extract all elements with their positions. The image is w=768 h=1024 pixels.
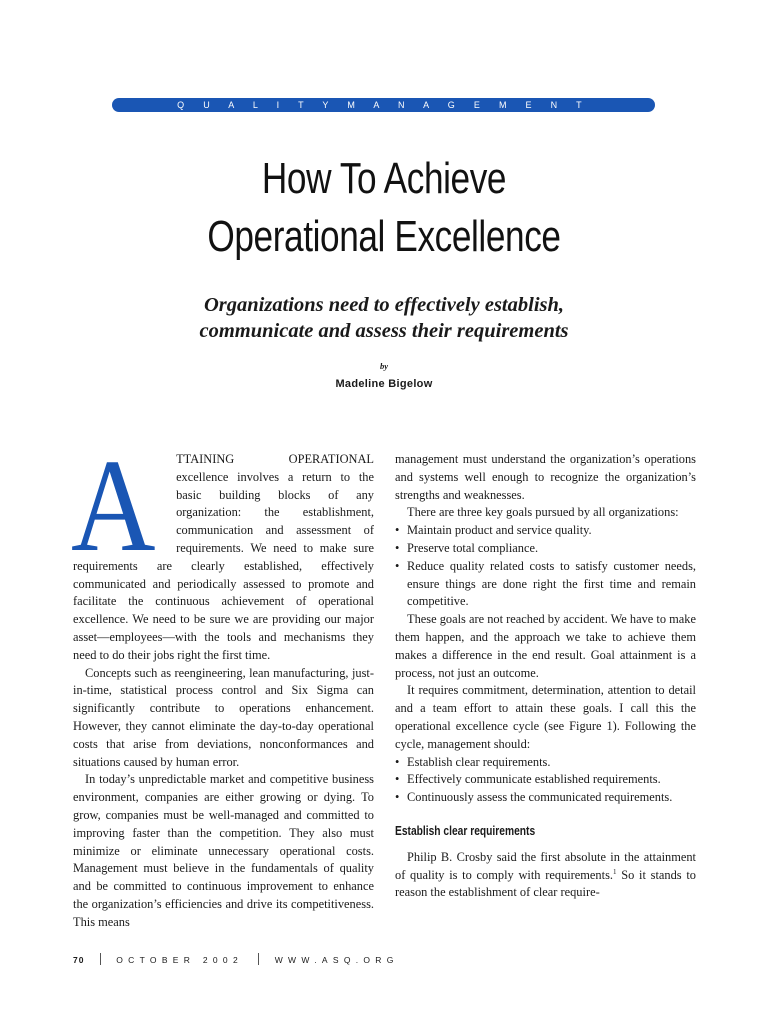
issue-date: OCTOBER 2002 (116, 955, 243, 965)
paragraph: management must understand the organization’s operations and systems well enough to recognize the organization’s strengths and weaknesses. (395, 452, 696, 502)
byline-by: by (379, 361, 389, 371)
list-item: • Effectively communicate established requirements. (395, 771, 696, 789)
list-item: • Reduce quality related costs to satisfy customer needs, ensure things are done right the first time and remain competitive. (395, 558, 696, 611)
paragraph: These goals are not reached by accident. We have to make them happen, and the approach we take to achieve them makes a difference in the end result. Goal attainment is a process, not just an outcome. (395, 612, 696, 680)
paragraph-intro (71, 431, 374, 665)
right-column (395, 451, 696, 902)
author-name: Madeline Bigelow (335, 378, 433, 390)
website: WWW.ASQ.ORG (274, 955, 399, 965)
paragraph-text: Philip B. Crosby said the first absolute in the attainment of quality is to comply with requirements. (395, 849, 696, 882)
page-number: 70 (73, 955, 85, 965)
goals-list (395, 522, 696, 611)
title-line-2: Operational Excellence (207, 212, 561, 261)
list-item: • Continuously assess the communicated requirements. (395, 789, 696, 807)
drop-cap: A (71, 431, 156, 579)
article-subtitle (0, 292, 768, 344)
page-footer (73, 953, 399, 965)
paragraph (395, 849, 696, 902)
paragraph: Concepts such as reengineering, lean manufacturing, just-in-time, statistical process control and Six Sigma can significantly contribute to operations enhancement. However, they cannot eliminate the day-to-day operational costs that arise from deviations, nonconformances and situations caused by human error. (73, 665, 374, 769)
paragraph: It requires commitment, determination, attention to detail and a team effort to attain these goals. I call this the operational excellence cycle (see Figure 1). Following the cycle, management should: (395, 683, 696, 751)
article-title (77, 150, 691, 266)
list-item: • Maintain product and service quality. (395, 522, 696, 540)
subtitle-line-2: communicate and assess their requirements (199, 320, 569, 342)
list-item: • Preserve total compliance. (395, 540, 696, 558)
section-subhead: Establish clear requirements (395, 823, 536, 838)
title-line-1: How To Achieve (261, 154, 507, 203)
section-label: Q U A L I T Y M A N A G E M E N T (177, 100, 590, 110)
footer-divider (258, 953, 259, 965)
paragraph-text: So it stands to reason the establishment of clear require- (395, 867, 696, 900)
paragraph: There are three key goals pursued by all organizations: (407, 505, 679, 520)
left-column (71, 431, 374, 932)
paragraph: In today’s unpredictable market and competitive business environment, companies are either growing or dying. To grow, companies must be well-managed and committed to improving faster than the competition. They also must minimize or eliminate unnecessary operational costs. Management must believe in the fundamentals of quality and be committed to continuous improvement to enhance the organization’s efficiencies and drive its competitiveness. This means (73, 772, 374, 929)
footer-divider (100, 953, 101, 965)
steps-list (395, 754, 696, 807)
intro-text: TTAINING OPERATIONAL excellence involves a return to the basic building blocks of any organization: the establishment, communication and assessment of requirements. We need to make sure requirements are clearly established, effectively communicated and periodically assessed to promote and facilitate the continuous achievement of operational excellence. We need to be sure we are providing our major asset—employees—with the tools and mechanisms they need to do their jobs right the first time. (73, 452, 374, 662)
section-banner (112, 98, 655, 112)
footnote-ref: 1 (612, 867, 617, 876)
list-item: • Establish clear requirements. (395, 754, 696, 772)
subtitle-line-1: Organizations need to effectively establish, (203, 294, 565, 316)
